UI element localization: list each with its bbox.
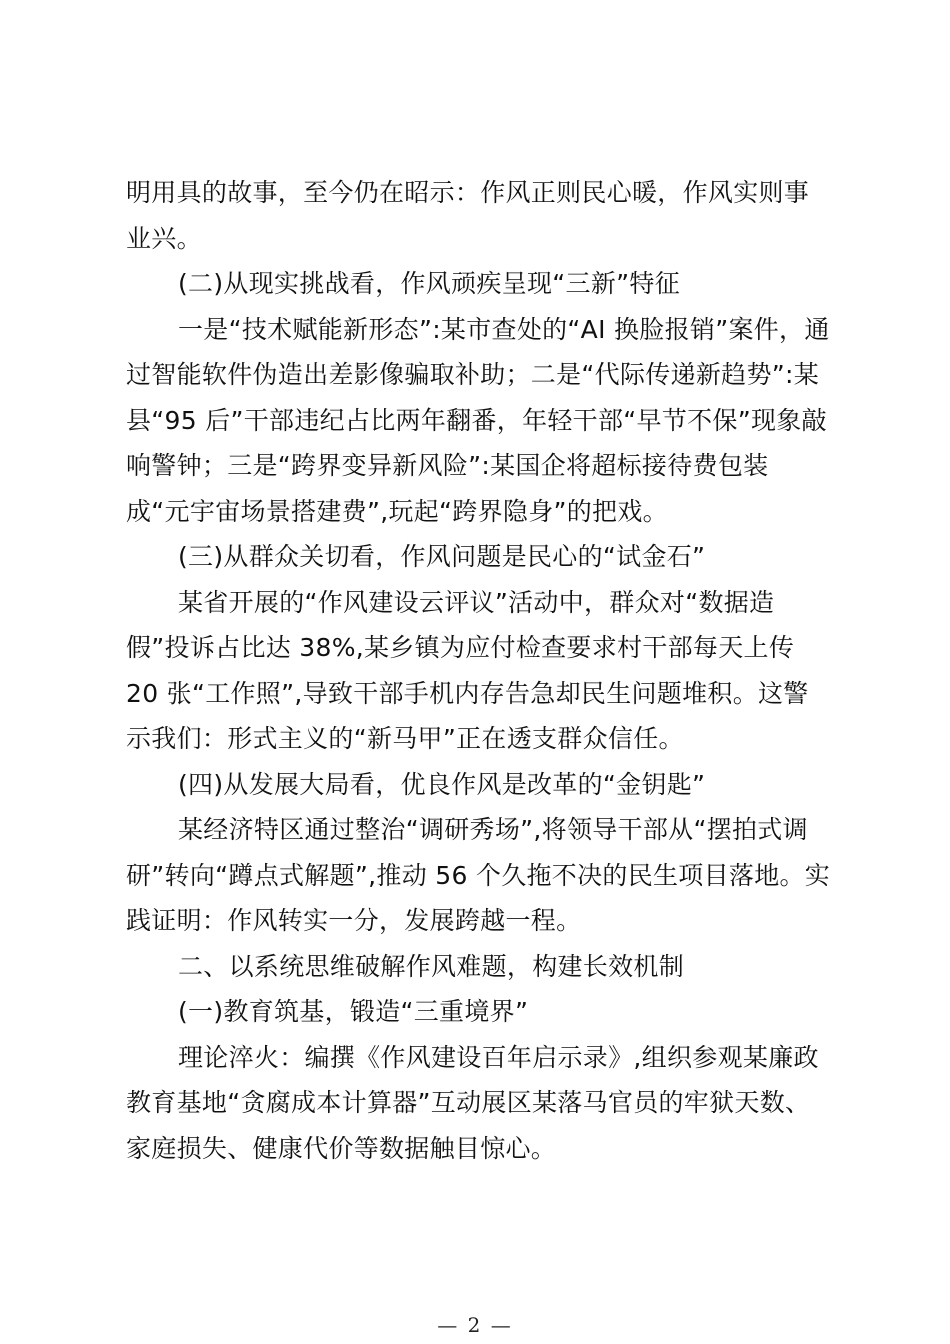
- section-heading: (一)教育筑基，锻造“三重境界”: [178, 997, 529, 1026]
- text-line: 过智能软件伪造出差影像骗取补助；二是“代际传递新趋势”:某: [126, 360, 820, 389]
- text-line: 教育基地“贪腐成本计算器”互动展区某落马官员的牢狱天数、: [126, 1088, 811, 1117]
- text-line: 理论淬火：编撰《作风建设百年启示录》,组织参观某廉政: [178, 1042, 819, 1072]
- chapter-heading: 二、以系统思维破解作风难题，构建长效机制: [178, 951, 685, 981]
- section-heading: (三)从群众关切看，作风问题是民心的“试金石”: [178, 542, 706, 571]
- text-line: 假”投诉占比达 38%,某乡镇为应付检查要求村干部每天上传: [126, 633, 795, 662]
- section-heading: (二)从现实挑战看，作风顽疾呈现“三新”特征: [178, 269, 681, 298]
- body-text: [126, 170, 836, 1171]
- text-line: 示我们：形式主义的“新马甲”正在透支群众信任。: [126, 724, 684, 753]
- text-line: 践证明：作风转实一分，发展跨越一程。: [126, 906, 582, 935]
- text-line: 明用具的故事，至今仍在昭示：作风正则民心暖，作风实则事: [126, 178, 810, 207]
- text-line: 家庭损失、健康代价等数据触目惊心。: [126, 1133, 557, 1163]
- section-heading: (四)从发展大局看，优良作风是改革的“金钥匙”: [178, 769, 706, 799]
- text-line: 研”转向“蹲点式解题”,推动 56 个久拖不决的民生项目落地。实: [126, 860, 831, 890]
- text-line: 县“95 后”干部违纪占比两年翻番，年轻干部“早节不保”现象敲: [126, 405, 827, 435]
- text-line: 20 张“工作照”,导致干部手机内存告急却民生问题堆积。这警: [126, 678, 809, 708]
- text-line: 成“元宇宙场景搭建费”,玩起“跨界隐身”的把戏。: [126, 496, 668, 526]
- text-line: 某省开展的“作风建设云评议”活动中，群众对“数据造: [178, 587, 775, 617]
- page-number: — 2 —: [437, 1313, 513, 1337]
- text-line: 响警钟；三是“跨界变异新风险”:某国企将超标接待费包装: [126, 451, 769, 480]
- text-line: 一是“技术赋能新形态”:某市查处的“AI 换脸报销”案件，通: [178, 314, 830, 344]
- text-line: 业兴。: [126, 223, 202, 253]
- text-line: 某经济特区通过整治“调研秀场”,将领导干部从“摆拍式调: [178, 815, 808, 844]
